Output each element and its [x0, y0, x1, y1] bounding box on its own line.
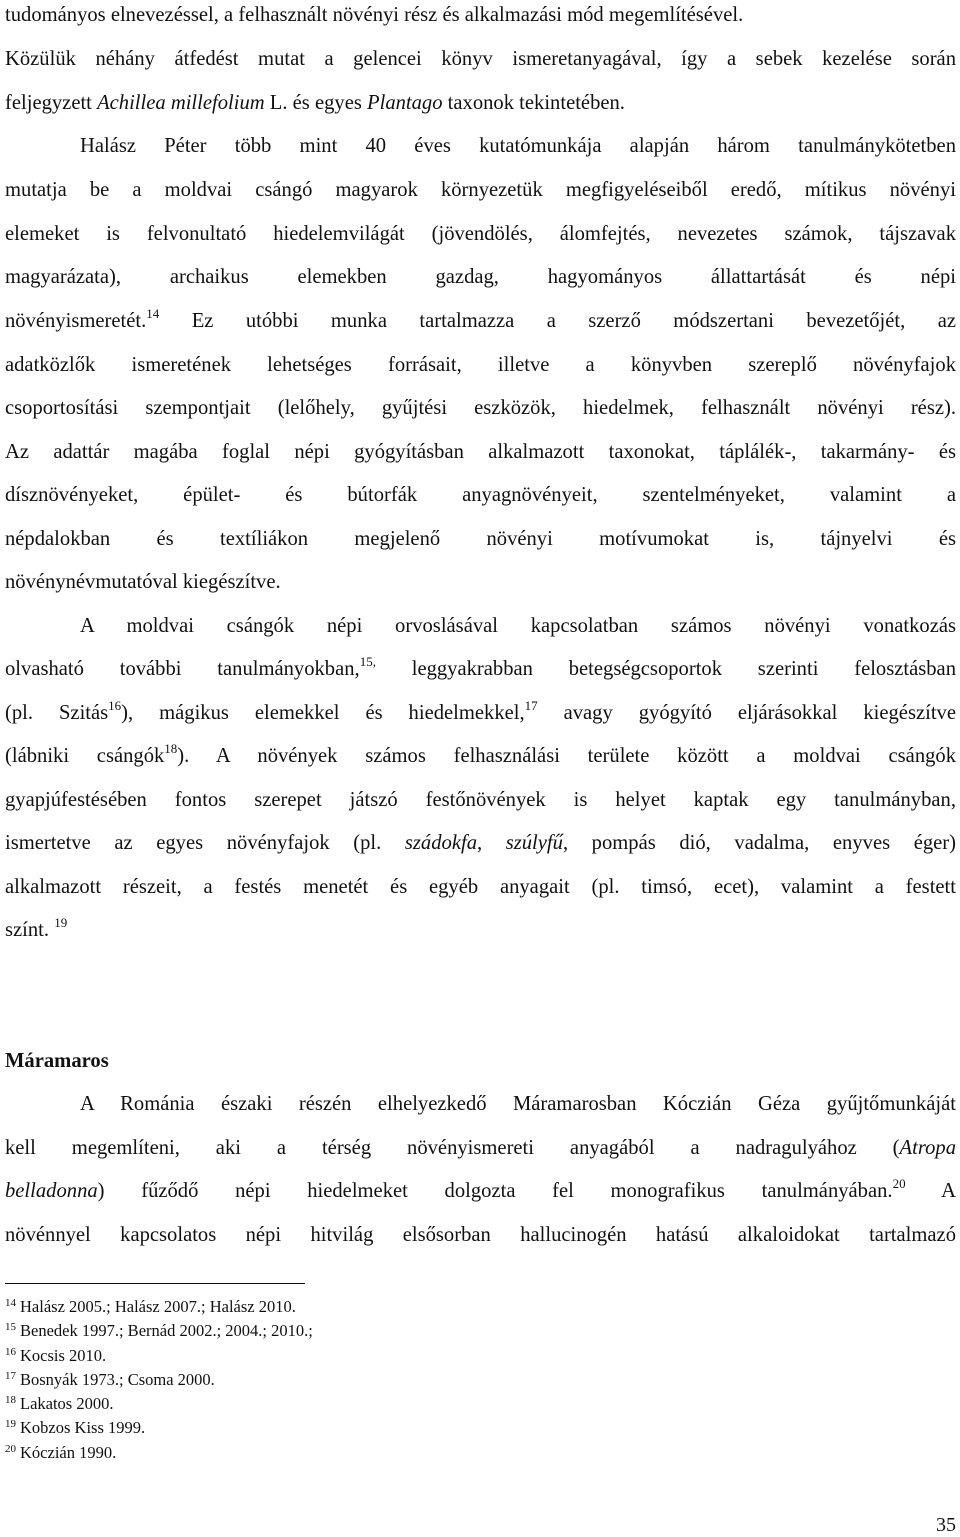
footnote: $^{18}$ Lakatos 2000.: [5, 1394, 114, 1413]
text-line: alkalmazott részeit, a festés menetét és egyéb anyagait (pl. timsó, ecet), valamint a festett: [5, 876, 956, 898]
text-line: csoportosítási szempontjait (lelőhely, gyűjtési eszközök, hiedelmek, felhasznált növényi rész).: [5, 397, 956, 419]
text-line: dísznövényeket, épület- és bútorfák anyagnövényeit, szentelményeket, valamint a: [5, 484, 956, 506]
text-line: ismertetve az egyes növényfajok (pl. szádokfa, szúlyfű, pompás dió, vadalma, enyves éger): [5, 832, 956, 854]
footnote: $^{19}$ Kobzos Kiss 1999.: [5, 1418, 146, 1437]
text-line: feljegyzett Achillea millefolium L. és egyes Plantago taxonok tekintetében.: [5, 92, 625, 114]
text-line: népdalokban és textíliákon megjelenő növényi motívumokat is, tájnyelvi és: [5, 528, 956, 550]
footnote: $^{16}$ Kocsis 2010.: [5, 1346, 107, 1365]
text-line: kell megemlíteni, aki a térség növényismereti anyagából a nadragulyához (Atropa: [5, 1137, 956, 1159]
text-line: színt. $^{19}$: [5, 915, 68, 941]
text-line: növénnyel kapcsolatos népi hitvilág elsősorban hallucinogén hatású alkaloidokat tartalmazó: [5, 1224, 956, 1246]
text-line: magyarázata), archaikus elemekben gazdag, hagyományos állattartását és népi: [5, 266, 956, 288]
text-line: Halász Péter több mint 40 éves kutatómunkája alapján három tanulmánykötetben: [80, 135, 956, 157]
footnote: $^{14}$ Halász 2005.; Halász 2007.; Halász 2010.: [5, 1297, 296, 1316]
text-line: (lábniki csángók$^{18}$). A növények számos felhasználási területe között a moldvai csángók: [5, 741, 957, 767]
text-line: növénynévmutatóval kiegészítve.: [5, 571, 281, 593]
footnote-separator: [5, 1283, 305, 1284]
text-line: elemeket is felvonultató hiedelemvilágát (jövendölés, álomfejtés, nevezetes számok, tájszavak: [5, 223, 956, 245]
footnote: $^{17}$ Bosnyák 1973.; Csoma 2000.: [5, 1370, 215, 1389]
text-line: Közülük néhány átfedést mutat a gelencei könyv ismeretanyagával, így a sebek kezelése során: [5, 48, 956, 70]
footnote-ref[interactable]: 20: [892, 1176, 906, 1191]
text-line: növényismeretét.$^{14}$ Ez utóbbi munka tartalmazza a szerző módszertani bevezetőjét, az: [5, 306, 956, 332]
footnote: $^{20}$ Kóczián 1990.: [5, 1443, 117, 1462]
footnote-ref[interactable]: 15,: [359, 654, 376, 669]
footnote-ref[interactable]: 19: [54, 915, 68, 930]
text-line: olvasható további tanulmányokban,$^{15,}$ leggyakrabban betegségcsoportok szerinti felosztásban: [5, 654, 956, 680]
text-line: adatközlők ismeretének lehetséges forrásait, illetve a könyvben szereplő növényfajok: [5, 354, 956, 376]
text-line: belladonna) fűződő népi hiedelmeket dolgozta fel monografikus tanulmányában.$^{20}$ A: [5, 1176, 956, 1202]
text-line: Az adattár magába foglal népi gyógyításban alkalmazott taxonokat, táplálék-, takarmány- és: [5, 441, 956, 463]
footnote: $^{15}$ Benedek 1997.; Bernád 2002.; 2004.; 2010.;: [5, 1321, 313, 1340]
text-line: A moldvai csángók népi orvoslásával kapcsolatban számos növényi vonatkozás: [80, 615, 956, 637]
footnote-ref[interactable]: 14: [146, 306, 160, 321]
text-line: (pl. Szitás$^{16}$), mágikus elemekkel és hiedelmekkel,$^{17}$ avagy gyógyító eljárásokkal kiegészítve: [5, 698, 956, 724]
section-heading: Máramaros: [5, 1050, 109, 1072]
footnote-ref[interactable]: 18: [164, 741, 178, 756]
text-line: tudományos elnevezéssel, a felhasznált növényi rész és alkalmazási mód megemlítésével.: [5, 4, 744, 26]
text-line: mutatja be a moldvai csángó magyarok környezetük megfigyeléseiből eredő, mítikus növényi: [5, 179, 956, 201]
footnote-ref[interactable]: 17: [524, 698, 538, 713]
page-number: 35: [936, 1514, 956, 1536]
footnote-ref[interactable]: 16: [108, 698, 122, 713]
text-line: A Románia északi részén elhelyezkedő Máramarosban Kóczián Géza gyűjtőmunkáját: [80, 1093, 956, 1115]
text-line: gyapjúfestésében fontos szerepet játszó festőnövények is helyet kaptak egy tanulmányban,: [5, 789, 956, 811]
